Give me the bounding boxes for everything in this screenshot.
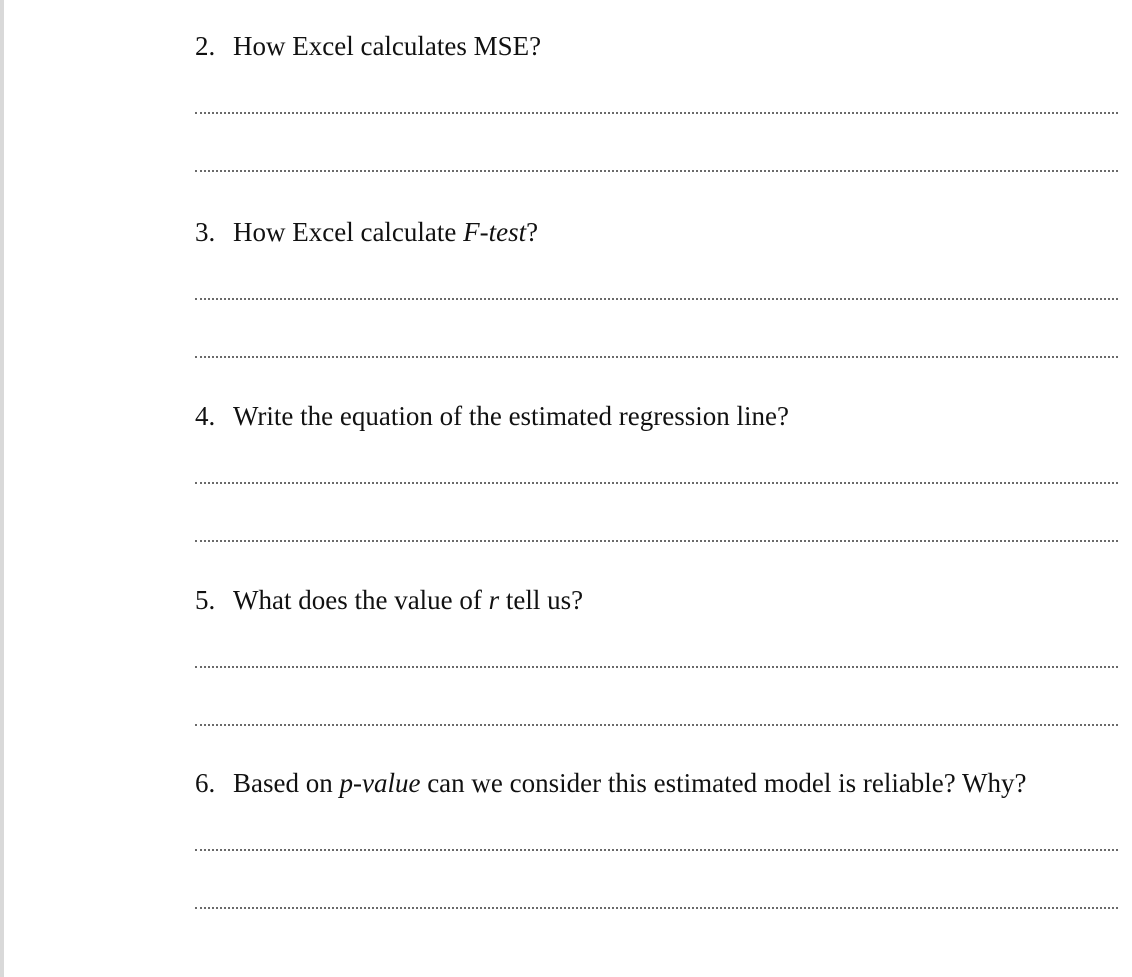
answer-line[interactable] [195, 298, 1118, 300]
question-4-text [195, 400, 789, 432]
answer-line[interactable] [195, 482, 1118, 484]
answer-line[interactable] [195, 112, 1118, 114]
question-prompt-italic: p-value [339, 768, 421, 798]
question-2-text [195, 30, 541, 62]
question-prompt: How Excel calculate [233, 217, 464, 247]
answer-line[interactable] [195, 849, 1118, 851]
answer-line[interactable] [195, 724, 1118, 726]
question-6-text [195, 767, 1027, 799]
answer-line[interactable] [195, 540, 1118, 542]
answer-line[interactable] [195, 907, 1118, 909]
question-number: 2. [195, 31, 216, 61]
question-5-text [195, 584, 583, 616]
question-prompt: How Excel calculates MSE? [233, 31, 542, 61]
question-prompt-italic: r [488, 585, 500, 615]
answer-line[interactable] [195, 356, 1118, 358]
question-3-text [195, 216, 538, 248]
question-prompt-italic: F-test [463, 217, 527, 247]
answer-line[interactable] [195, 666, 1118, 668]
question-prompt: Based on [233, 768, 340, 798]
question-number: 5. [195, 585, 216, 615]
question-prompt-end: can we consider this estimated model is reliable? Why? [420, 768, 1027, 798]
question-number: 6. [195, 768, 216, 798]
question-number: 3. [195, 217, 216, 247]
question-prompt-end: ? [526, 217, 539, 247]
question-prompt-end: tell us? [499, 585, 584, 615]
question-prompt: Write the equation of the estimated regression line? [233, 401, 789, 431]
question-prompt: What does the value of [233, 585, 489, 615]
question-number: 4. [195, 401, 216, 431]
answer-line[interactable] [195, 170, 1118, 172]
